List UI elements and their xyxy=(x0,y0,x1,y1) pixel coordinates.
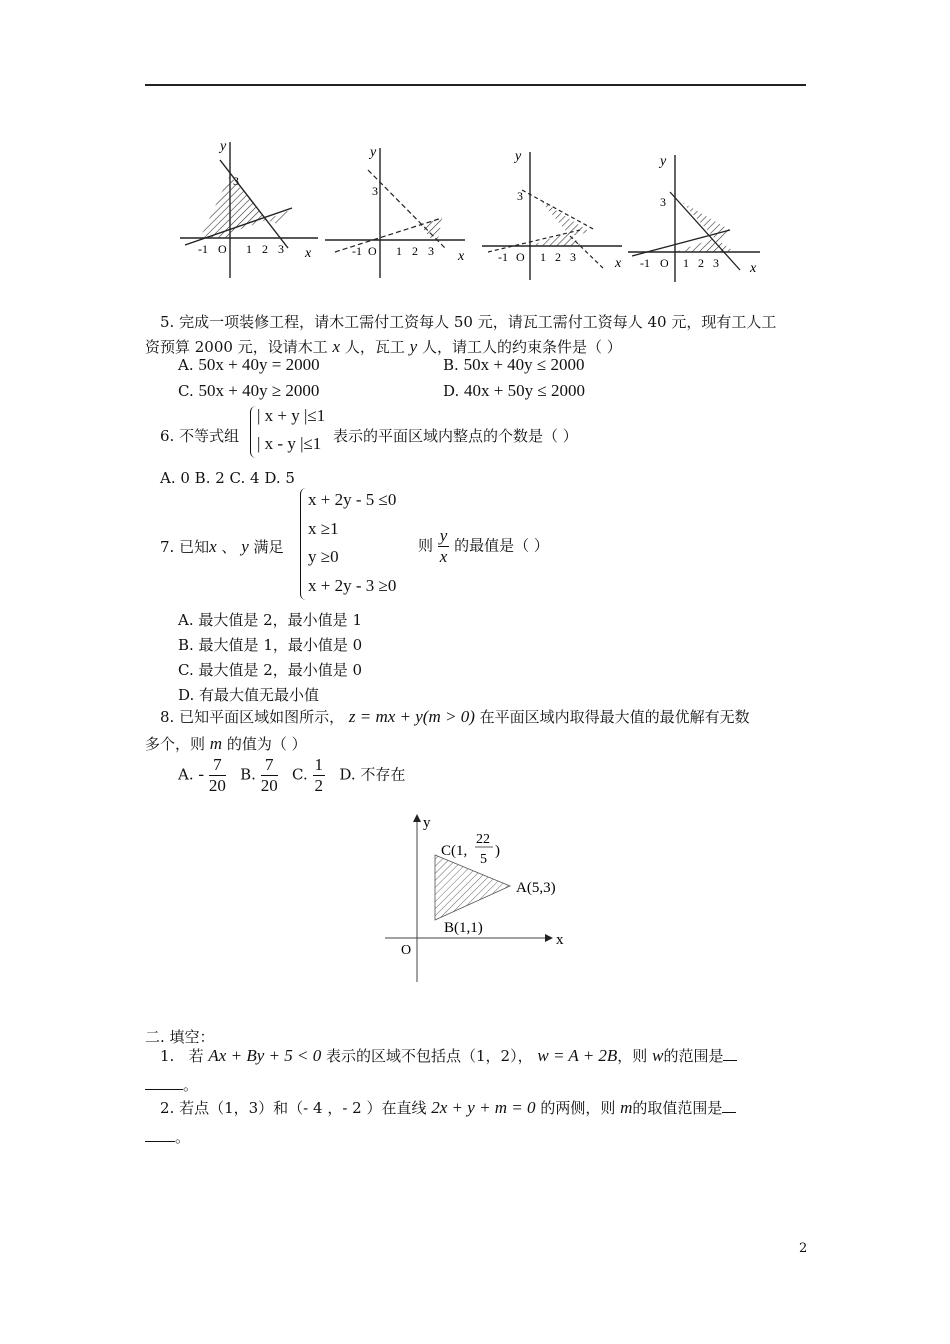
svg-text:y: y xyxy=(370,145,377,160)
svg-text:O: O xyxy=(218,242,227,256)
section2-title: 二. 填空： xyxy=(145,1028,215,1046)
svg-text:x: x xyxy=(458,249,465,264)
svg-text:-1: -1 xyxy=(198,242,208,256)
q5-line1: 5. 完成一项装修工程，请木工需付工资每人 50 元，请瓦工需付工资每人 40 元，现有工人工 xyxy=(160,313,777,331)
q5-option-d: D. 40x + 50y ≤ 2000 xyxy=(443,381,585,400)
svg-text:3: 3 xyxy=(372,184,378,198)
graph-2 xyxy=(325,145,465,278)
q8-frac-a: $\frac{7}{20}$ xyxy=(208,755,226,795)
q6-suffix: 表示的平面区域内整点的个数是（ ） xyxy=(333,427,578,445)
svg-text:): ) xyxy=(495,843,500,859)
q6-ineq1: | x + y |≤1 xyxy=(257,406,326,425)
svg-text:2: 2 xyxy=(698,256,704,270)
svg-text:1: 1 xyxy=(246,242,252,256)
svg-text:3: 3 xyxy=(660,195,666,209)
svg-text:3: 3 xyxy=(278,242,284,256)
s2-q1-line2: 。 xyxy=(145,1074,198,1095)
svg-text:-1: -1 xyxy=(640,256,650,270)
header-rule xyxy=(145,84,806,86)
svg-text:C(1,: C(1, xyxy=(441,843,468,859)
q8-line2: 多个，则 m 的值为（ ） xyxy=(145,734,307,753)
q7-then: 则 $\frac{y}{x}$ 的最值是（ ） xyxy=(418,526,549,566)
svg-text:2: 2 xyxy=(262,242,268,256)
svg-text:3: 3 xyxy=(570,250,576,264)
q5-option-b: B. 50x + 40y ≤ 2000 xyxy=(443,355,585,374)
svg-text:2: 2 xyxy=(412,244,418,258)
svg-text:x: x xyxy=(305,246,312,261)
q6-brace xyxy=(250,406,256,458)
svg-text:y: y xyxy=(423,815,431,831)
q7-option-a: A. 最大值是 2，最小值是 1 xyxy=(178,611,362,629)
q8-frac-c: $\frac{1}{2}$ xyxy=(314,755,324,795)
q7-option-d: D. 有最大值无最小值 xyxy=(178,686,320,704)
q8-region-figure xyxy=(385,810,585,990)
option-graphs xyxy=(170,130,770,290)
graph-4 xyxy=(628,154,760,282)
q7-prefix: 7. 已知x 、 y 满足 xyxy=(160,537,284,556)
q7-constraint-2: x ≥1 xyxy=(308,519,339,538)
svg-text:O: O xyxy=(368,244,377,258)
svg-text:x: x xyxy=(556,932,564,948)
svg-text:1: 1 xyxy=(540,250,546,264)
svg-text:y: y xyxy=(660,154,667,169)
svg-text:-1: -1 xyxy=(352,244,362,258)
svg-text:3: 3 xyxy=(233,174,239,188)
svg-text:5: 5 xyxy=(480,852,487,867)
q7-constraint-3: y ≥0 xyxy=(308,547,339,566)
svg-text:O: O xyxy=(660,256,669,270)
page-number: 2 xyxy=(799,1241,808,1256)
svg-text:y: y xyxy=(220,139,227,154)
q6-prefix: 6. 不等式组 xyxy=(160,427,240,445)
svg-text:3: 3 xyxy=(428,244,434,258)
q7-constraint-1: x + 2y - 5 ≤0 xyxy=(308,490,397,509)
svg-text:2: 2 xyxy=(555,250,561,264)
svg-text:x: x xyxy=(615,256,622,271)
svg-text:22: 22 xyxy=(476,832,490,847)
q7-constraint-4: x + 2y - 3 ≥0 xyxy=(308,576,397,595)
s2-q2-line2: 。 xyxy=(145,1126,190,1147)
q7-fraction: $\frac{y}{x}$ xyxy=(439,526,448,566)
svg-text:A(5,3): A(5,3) xyxy=(516,880,556,896)
svg-text:O: O xyxy=(516,250,525,264)
q5-line2: 资预算 2000 元，设请木工 x 人，瓦工 y 人，请工人的约束条件是（ ） xyxy=(145,337,622,356)
svg-text:1: 1 xyxy=(396,244,402,258)
svg-text:y: y xyxy=(515,149,522,164)
q8-line1: 8. 已知平面区域如图所示， z = mx + y(m > 0) 在平面区域内取得最大值的最优解有无数 xyxy=(160,707,750,726)
s2-q1-line1: 1. 若 Ax + By + 5 < 0 表示的区域不包括点（1，2）， w = A + 2B，则 w的范围是 xyxy=(160,1045,737,1066)
svg-text:x: x xyxy=(750,261,757,276)
q7-brace xyxy=(300,488,307,600)
s2-q2-line1: 2. 若点（1，3）和（- 4 ，- 2 ）在直线 2x + y + m = 0 的两侧，则 m的取值范围是 xyxy=(160,1097,736,1118)
q6-ineq2: | x - y |≤1 xyxy=(257,434,322,453)
graph-3 xyxy=(482,149,622,280)
q8-options: A. - $\frac{7}{20}$ B. $\frac{7}{20}$ C. $\frac{1}{2}$ D. 不存在 xyxy=(178,755,406,795)
q7-option-b: B. 最大值是 1，最小值是 0 xyxy=(178,636,363,654)
svg-text:-1: -1 xyxy=(498,250,508,264)
q8-frac-b: $\frac{7}{20}$ xyxy=(260,755,278,795)
q5-option-a: A. 50x + 40y = 2000 xyxy=(178,355,320,374)
svg-text:O: O xyxy=(401,943,412,958)
svg-text:3: 3 xyxy=(713,256,719,270)
svg-text:B(1,1): B(1,1) xyxy=(444,920,483,936)
svg-text:3: 3 xyxy=(517,189,523,203)
q6-options: A. 0 B. 2 C. 4 D. 5 xyxy=(160,469,295,487)
q5-option-c: C. 50x + 40y ≥ 2000 xyxy=(178,381,320,400)
graph-1 xyxy=(180,139,318,278)
svg-text:1: 1 xyxy=(683,256,689,270)
q7-option-c: C. 最大值是 2，最小值是 0 xyxy=(178,661,363,679)
